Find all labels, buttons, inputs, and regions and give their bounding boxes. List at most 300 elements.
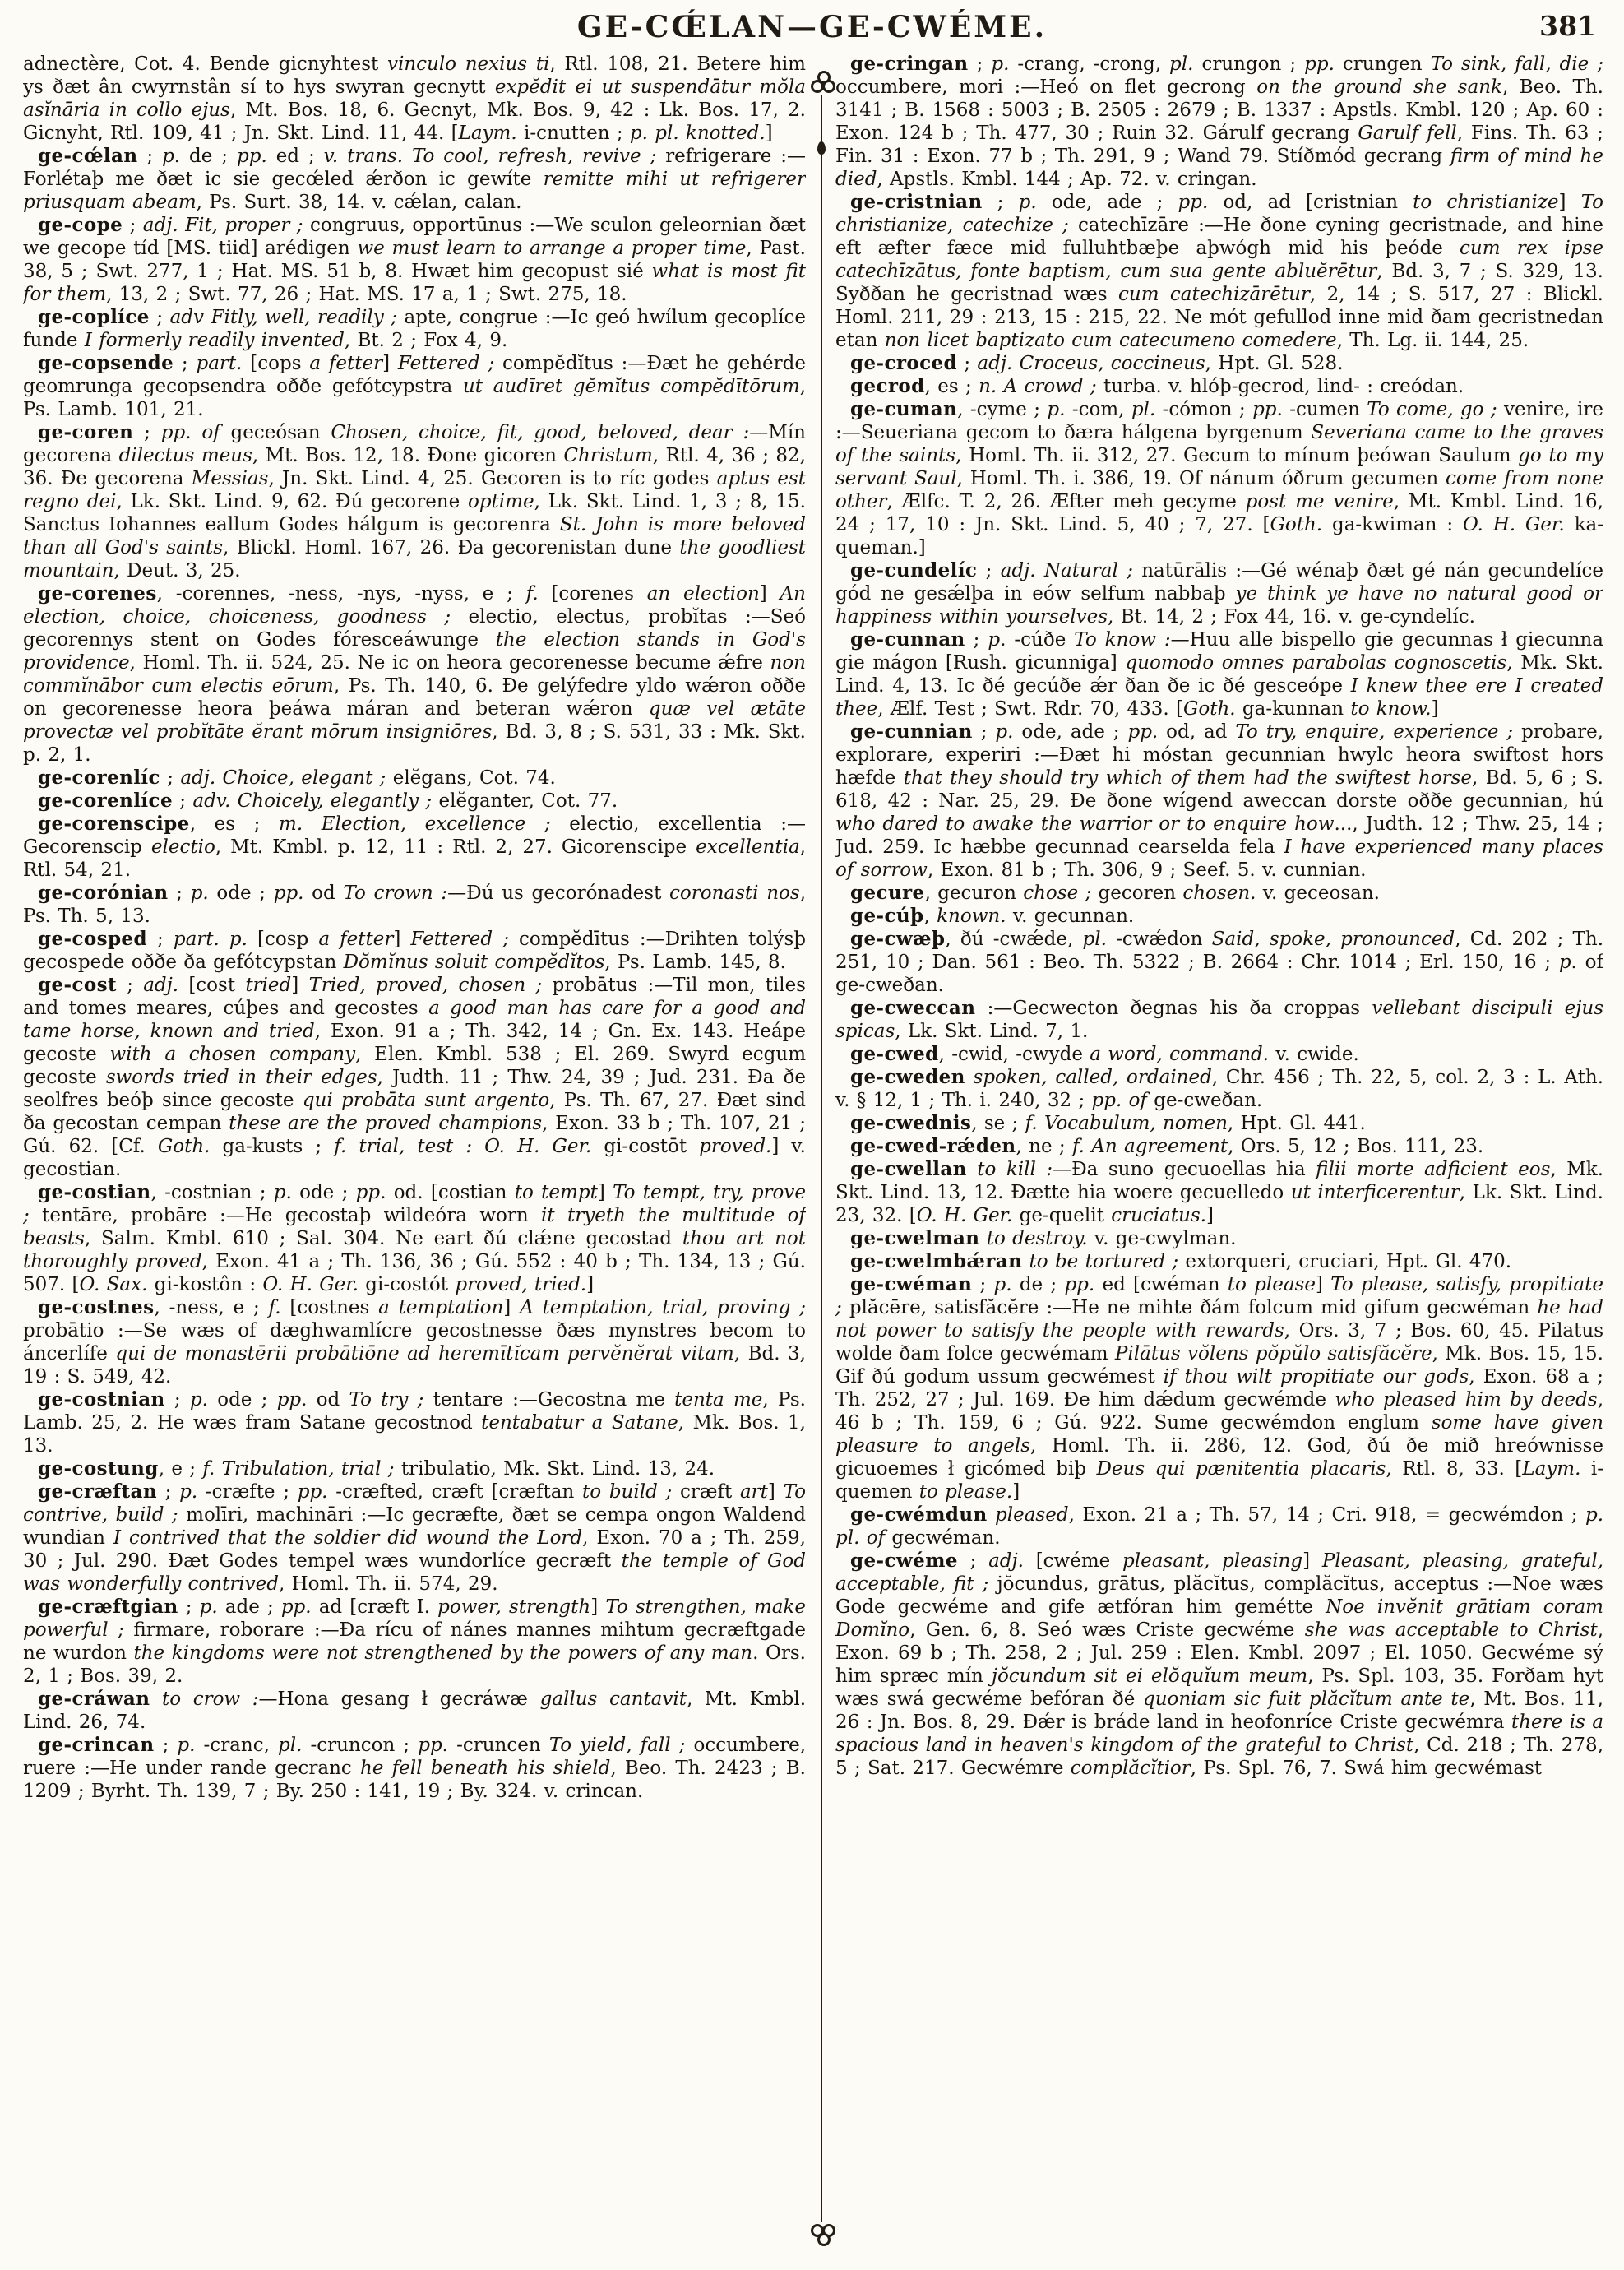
roman-run: , Ps. Surt. 38, 14. v. cǽlan, calan. (196, 192, 522, 213)
dictionary-entry (835, 191, 1603, 352)
roman-run: , 46 b ; Th. 159, 6 ; Gú. 922. Sume gecwémdon englum (835, 1389, 1603, 1434)
dictionary-entry (23, 1734, 806, 1803)
dictionary-entry (23, 1296, 806, 1388)
roman-run: , Mt. Kmbl. Lind. 16, 24 ; 17, 10 : Jn. Skt. Lind. 5, 40 ; 7, 27. [ (835, 491, 1603, 535)
italic-run: cum rex ipse catechīzātus, fonte baptism, cum sua gente abluĕrētur (835, 238, 1603, 282)
roman-run (472, 1136, 484, 1157)
italic-run: To try, enquire, experience ; (1235, 721, 1514, 743)
roman-run: occumbere, ruere :—He under rande gecranc (23, 1735, 806, 1779)
italic-run: adj. Choice, elegant ; (180, 767, 386, 789)
italic-run: remitte mihi ut refrigerer priusquam abeam (23, 169, 806, 213)
roman-run: , Chr. 456 ; Th. 22, 5, col. 2, 3 : L. Ath. v. § 12, 1 ; Th. i. 240, 32 ; (835, 1067, 1603, 1111)
roman-run: ; (173, 790, 193, 812)
italic-run: pl. (278, 1735, 303, 1756)
roman-run: , Ps. Lamb. 145, 8. (604, 952, 786, 973)
italic-run: to please (1227, 1274, 1316, 1295)
roman-run: , Exon. 91 a ; Th. 342, 14 ; Gn. Ex. 143. Heápe gecoste (23, 1021, 806, 1065)
italic-run: pp. of (160, 422, 220, 443)
roman-run: gi-kostôn : (147, 1274, 263, 1295)
roman-run: gecwéman. (885, 1527, 1001, 1549)
roman-run: apte, congrue :—Ic geó hwílum gecoplíce funde (23, 307, 806, 351)
italic-run: f. (525, 583, 539, 605)
roman-run: de ; (180, 146, 237, 167)
roman-run: ga-kusts ; (210, 1136, 335, 1157)
italic-run: pp. (237, 146, 267, 167)
italic-run: post me venire (1245, 491, 1394, 512)
roman-run: refrigerare :—Forlétaþ me ðæt ic sie gecœ́led ǽrðon ic gewíte (23, 146, 806, 190)
entry-headword: ge-cristnian (850, 191, 983, 213)
roman-run: , Rtl. 4, 36 ; 82, 36. Ðe gecorena (23, 445, 806, 489)
dictionary-entry (835, 1273, 1603, 1503)
italic-run: pl. (1169, 53, 1194, 75)
italic-run: I contrived that the soldier did wound the Lord (113, 1527, 583, 1549)
dictionary-entry (835, 1135, 1603, 1158)
italic-run: chosen. (1182, 883, 1256, 904)
roman-run: , Homl. Th. ii. 574, 29. (279, 1573, 498, 1595)
italic-run: to kill : (977, 1159, 1053, 1180)
italic-run: to crow : (161, 1689, 259, 1710)
roman-run: congruus, opportūnus :—We sculon geleornian ðæt we gecope tíd [MS. tiid] arédigen (23, 215, 806, 259)
entry-headword: ge-cwellan (850, 1158, 967, 1180)
roman-run: , Ps. Spl. 103, 35. Forðam hyt wæs swá gecwéme befóran ðé (835, 1665, 1603, 1710)
italic-run: the temple of God was wonderfully contrived (23, 1550, 806, 1595)
italic-run: these are the proved champions (229, 1113, 543, 1134)
roman-run: ga-kunnan (1235, 698, 1351, 720)
page-number: 381 (1539, 10, 1596, 42)
roman-run: [cosp (247, 929, 319, 950)
entry-headword: ge-corenlíc (38, 767, 160, 789)
italic-run: an election (646, 583, 760, 605)
italic-run: O. H. Ger. (484, 1136, 592, 1157)
roman-run: ode ; (208, 883, 274, 904)
entry-headword: ge-cuman (850, 398, 958, 420)
roman-run: :—Gecwecton ðegnas his ða croppas (975, 998, 1372, 1019)
italic-run: p. (995, 721, 1014, 743)
roman-run: ; (972, 721, 996, 743)
roman-run: adnectère, Cot. 4. Bende gicnyhtest (23, 53, 387, 75)
italic-run: he fell beneath his shield (360, 1758, 611, 1779)
italic-run: qui de monastērii probātiōne ad heremītĭcam pervĕnĕrat vitam (115, 1343, 734, 1364)
roman-run: , Ps. Th. 67, 27. Ðæt sind ða gecostan cempan (23, 1090, 806, 1134)
roman-run: -cranc, (195, 1735, 278, 1756)
roman-run: ; (957, 1550, 989, 1572)
roman-run: electio, electus, probĭtas :—Seó gecorennys stent on Godes fóresceáwunge (23, 606, 806, 651)
italic-run: optime (467, 491, 534, 512)
roman-run (150, 1689, 162, 1710)
roman-run: [cost (178, 975, 246, 996)
roman-run: , Hpt. Gl. 441. (1227, 1113, 1366, 1134)
italic-run: To know : (1074, 629, 1171, 651)
italic-run: Laym. (1522, 1458, 1581, 1480)
roman-run: v. ge-cwylman. (1087, 1228, 1237, 1249)
roman-run: tentare :—Gecostna me (423, 1389, 675, 1411)
roman-run: compĕdĭtus :—Ðæt he gehérde geomrunga gecopsendra oððe gefótcypstra (23, 353, 806, 397)
dictionary-entry (23, 421, 806, 582)
roman-run: , se ; (971, 1113, 1025, 1134)
roman-run: , Ps. Spl. 76, 7. Swá him gecwémast (1190, 1758, 1543, 1779)
dictionary-entry (835, 352, 1603, 375)
roman-run: ; (982, 192, 1019, 213)
roman-run: firmare, roborare :—Ða rícu of nánes mannes mihtum gecræftgade ne wurdon (23, 1619, 806, 1664)
roman-run: ge-cweðan. (1146, 1090, 1263, 1111)
roman-run: , Mk. Bos. 1, 13. (23, 1412, 806, 1457)
roman-run: [cops (242, 353, 310, 374)
italic-run: pleased (995, 1504, 1069, 1526)
roman-run: , 2, 14 ; S. 517, 27 : Blickl. Homl. 211, 29 : 213, 15 : 215, 22. Ne mót gefullod inne mid ðam gecristnedan etan (835, 284, 1603, 351)
dictionary-entry (23, 1388, 806, 1457)
roman-run: , e ; (158, 1458, 203, 1480)
entry-headword: ge-cwelmbǽran (850, 1250, 1023, 1272)
roman-run: od. [costian (386, 1182, 515, 1203)
italic-run: f. trial, test : (334, 1136, 473, 1157)
entry-headword: ge-cost (38, 974, 117, 996)
italic-run: O. H. Ger. (916, 1205, 1013, 1226)
entry-headword: ge-cosped (38, 928, 147, 950)
dictionary-entry (23, 214, 806, 306)
roman-run: , -cwid, -cwyde (938, 1044, 1090, 1065)
roman-run: , Past. 38, 5 ; Swt. 277, 1 ; Hat. MS. 51 b, 8. Hwæt him gecopust sié (23, 238, 806, 282)
italic-run: electio (150, 836, 215, 858)
italic-run: To christianize, catechize ; (835, 192, 1603, 236)
italic-run: quomodo omnes parabolas cognoscetis (1125, 652, 1507, 674)
roman-run: ] (1431, 698, 1439, 720)
roman-run: probātus :—Til mon, tiles and tomes meares, cúþes and gecostes (23, 975, 806, 1019)
italic-run: the election stands in God's providence (23, 629, 806, 674)
dictionary-entry (23, 53, 806, 145)
roman-run: , gecuron (924, 883, 1024, 904)
italic-run: vinculo nexius ti (386, 53, 550, 75)
italic-run: p. (988, 629, 1006, 651)
roman-run: , Bd. 3, 8 ; S. 531, 33 : Mk. Skt. p. 2, 1. (23, 721, 806, 766)
italic-run: To try ; (349, 1389, 424, 1411)
roman-run: -cruncen (447, 1735, 549, 1756)
roman-run: ] (765, 123, 773, 144)
italic-run: Christum (563, 445, 653, 466)
roman-run: , Exon. 70 a ; Th. 259, 30 ; Jul. 290. Ðæt Godes tempel wæs wundorlíce gecræft (23, 1527, 806, 1572)
italic-run: tried (245, 975, 292, 996)
right-column (835, 53, 1603, 2267)
roman-run: ] (291, 975, 309, 996)
dictionary-entry (835, 928, 1603, 997)
roman-run: —Huu alle bispello gie gecunnas ł giecunna gie mágon [Rush. gicunniga] (835, 629, 1603, 674)
roman-run: -cúðe (1006, 629, 1075, 651)
dictionary-entry (23, 1596, 806, 1688)
roman-run: ode, ade ; (1036, 192, 1178, 213)
italic-run: I have experienced many places of sorrow (835, 836, 1603, 881)
roman-run: od, ad (1158, 721, 1236, 743)
entry-headword: ge-crincan (38, 1734, 155, 1756)
roman-run: electio, excellentia :—Gecorenscip (23, 813, 806, 858)
italic-run: Fettered ; (397, 353, 495, 374)
italic-run: f. Vocabulum, nomen (1025, 1113, 1228, 1134)
italic-run: Said, spoke, pronounced (1211, 929, 1455, 950)
italic-run: to christianize (1413, 192, 1559, 213)
roman-run: , es ; (189, 813, 280, 835)
italic-run: a temptation (378, 1297, 504, 1318)
italic-run: coronasti nos (669, 883, 800, 904)
italic-run: adj. (988, 1550, 1024, 1572)
roman-run: , Lk. Skt. Lind. 9, 62. Ðú gecorene (116, 491, 468, 512)
italic-run: a fetter (318, 929, 394, 950)
roman-run: ] (759, 583, 780, 605)
italic-run: Goth. (157, 1136, 211, 1157)
dictionary-entry (23, 1480, 806, 1596)
italic-run: Dŏmĭnus soluit compĕdĭtos (343, 952, 605, 973)
italic-run: thou art not thoroughly proved (23, 1228, 806, 1272)
italic-run: O. H. Ger. (1463, 514, 1565, 535)
roman-run: . Ors. 2, 1 ; Bos. 39, 2. (23, 1642, 806, 1687)
italic-run: p. (273, 1182, 292, 1203)
entry-headword: ge-cwéman (850, 1273, 973, 1295)
roman-run: , Bt. 2 ; Fox 4, 9. (344, 330, 508, 351)
italic-run: To crown : (343, 883, 448, 904)
dictionary-entry (835, 882, 1603, 905)
divider-ornament-top (810, 71, 835, 94)
roman-run: , Mt. Bos. 11, 26 : Jn. Bos. 8, 29. Ðǽr is bráde land in heofonríce Criste gecwémra (835, 1689, 1603, 1733)
roman-run (965, 1067, 974, 1088)
italic-run: she was acceptable to Christ (1304, 1619, 1598, 1641)
roman-run: , Mk. Skt. Lind. 13, 12. Ðætte hia woere gecuelledo (835, 1159, 1603, 1203)
italic-run: p. (179, 1481, 198, 1503)
roman-run: , Cd. 218 ; Th. 278, 5 ; Sat. 217. Gecwémre (835, 1735, 1603, 1779)
entry-headword: ge-cweden (850, 1066, 965, 1088)
italic-run: St. John is more beloved than all God's saints (23, 514, 806, 558)
italic-run: on the ground she sank (1256, 76, 1502, 98)
roman-run: , Hpt. Gl. 528. (1205, 353, 1344, 374)
entry-headword: ge-copsende (38, 352, 174, 374)
roman-run (967, 1159, 977, 1180)
roman-run: venire, ire :—Seueriana gecom to ðæra hálgena byrgenum (835, 399, 1603, 443)
entry-headword: ge-cráwan (38, 1688, 150, 1710)
divider-ornament-bottom (810, 2224, 835, 2247)
roman-run: , Bt. 14, 2 ; Fox 44, 16. v. ge-cyndelíc. (1108, 606, 1475, 628)
dictionary-entry (23, 767, 806, 790)
italic-run: cum catechizārētur (1118, 284, 1310, 305)
roman-run: turba. v. hlóþ-gecrod, lind- : creódan. (1096, 376, 1464, 397)
roman-run: catechīzāre :—He ðone cyning gecristnade, and hine eft æfter fæce mid fulluhtbæþe aþwógh mid his þeóde (835, 215, 1603, 259)
roman-run: , Ps. Lamb. 25, 2. He wæs fram Satane gecostnod (23, 1389, 806, 1434)
divider-leaf-mark (817, 141, 826, 155)
italic-run: Pleasant, pleasing, grateful, acceptable, fit ; (835, 1550, 1603, 1595)
entry-headword: gecrod (850, 375, 925, 397)
roman-run: cræft (672, 1481, 740, 1503)
italic-run: a good man has care for a good and tame horse, known and tried (23, 998, 806, 1042)
italic-run: Goth. (1183, 698, 1236, 720)
italic-run: Goth. (1270, 514, 1323, 535)
roman-run: ] (586, 1274, 595, 1295)
roman-run: , Mt. Bos. 18, 6. Gecnyt, Mk. Bos. 9, 42 : Lk. Bos. 17, 2. Gicnyht, Rtl. 109, 41 ; Jn. Skt. Lind. 11, 44. [ (23, 100, 806, 144)
entry-headword: ge-cwednis (850, 1112, 972, 1134)
roman-run: , ne ; (1016, 1136, 1072, 1157)
roman-run: ] (382, 353, 398, 374)
roman-run: ..., Judth. 12 ; Thw. 25, 14 ; Jud. 259. Ic hæbbe gecunnad cearselda fela (835, 813, 1603, 858)
entry-headword: ge-costian (38, 1181, 151, 1203)
roman-run: v. geceosan. (1256, 883, 1380, 904)
italic-run: some have given pleasure to angels (835, 1412, 1603, 1457)
roman-run: —Ða suno gecuoellas hia (1053, 1159, 1316, 1180)
italic-run: pp. (280, 1596, 312, 1618)
italic-run: aptus est regno dei (23, 468, 806, 512)
entry-headword: ge-cwelman (850, 1227, 980, 1249)
italic-run: pp. of (1091, 1090, 1147, 1111)
italic-run: known. (937, 906, 1006, 927)
italic-run: if thou wilt propitiate our gods (1163, 1366, 1469, 1387)
italic-run: To strengthen, make powerful ; (23, 1596, 806, 1641)
italic-run: to know. (1350, 698, 1432, 720)
dictionary-entry (23, 352, 806, 421)
roman-run: —Ðú us gecorónadest (447, 883, 670, 904)
roman-run: ; (965, 629, 988, 651)
italic-run: Chosen, choice, fit, good, beloved, dear : (331, 422, 750, 443)
roman-run: , Mt. Kmbl. Lind. 26, 74. (23, 1689, 806, 1733)
roman-run: ; (957, 353, 978, 374)
roman-run: ] (590, 1596, 606, 1618)
page-header-title: GE-CŒ́LAN—GE-CWÉME. (576, 10, 1048, 44)
roman-run: ] (767, 1481, 784, 1503)
italic-run: pp. (355, 1182, 386, 1203)
dictionary-entry (23, 813, 806, 882)
roman-run: [corenes (538, 583, 647, 605)
italic-run: Pilātus vŏlens pŏpŭlo satisfăcĕre (1114, 1343, 1432, 1364)
roman-run: ; (968, 53, 992, 75)
roman-run: , -corennes, -ness, -nys, -nyss, e ; (156, 583, 526, 605)
roman-run: , Ælf. Test ; Swt. Rdr. 70, 433. [ (877, 698, 1184, 720)
dictionary-entry (835, 628, 1603, 720)
roman-run: , Beo. Th. 3141 ; B. 1568 : 5003 ; B. 2505 : 2679 ; B. 1337 : Apstls. Kmbl. 120 ; Ap. 60 : Exon. 124 b ; Th. 477, 30 ; Ruin 32. Gárulf gecrang (835, 76, 1603, 144)
roman-run: probare, explorare, experiri :—Ðæt hi móstan gecunnian hwylc heora swiftost hors hæfde (835, 721, 1603, 789)
italic-run: qui probāta sunt argento (302, 1090, 550, 1111)
dictionary-entry (835, 905, 1603, 928)
entry-headword: ge-costung (38, 1457, 159, 1480)
italic-run: To come, go ; (1367, 399, 1497, 420)
italic-run: I formerly readily invented (84, 330, 345, 351)
italic-run: I knew thee ere I created thee (835, 675, 1603, 720)
dictionary-entry (835, 997, 1603, 1043)
roman-run: ; (137, 146, 163, 167)
dictionary-entry (23, 1181, 806, 1296)
roman-run: ; (174, 353, 197, 374)
italic-run: we must learn to arrange a proper time (357, 238, 747, 259)
italic-run: chose ; (1023, 883, 1092, 904)
roman-run: ; (154, 1735, 178, 1756)
entry-headword: ge-costnian (38, 1388, 165, 1411)
italic-run: to destroy. (986, 1228, 1088, 1249)
roman-run: geceósan (220, 422, 331, 443)
entry-headword: ge-cweccan (850, 997, 976, 1019)
roman-run: -com, (1065, 399, 1131, 420)
italic-run: To contrive, build ; (23, 1481, 806, 1526)
italic-run: pp. (297, 1481, 328, 1503)
entry-headword: ge-coren (38, 421, 134, 443)
italic-run: Tried, proved, chosen ; (308, 975, 543, 996)
italic-run: to tempt (514, 1182, 598, 1203)
roman-run: , Fins. Th. 63 ; Fin. 31 : Exon. 77 b ; Th. 291, 9 ; Wand 79. Stíðmód gecrang (835, 123, 1603, 167)
entry-headword: ge-cunnan (850, 628, 965, 651)
roman-run: gecoren (1091, 883, 1183, 904)
roman-run: ; (168, 883, 191, 904)
roman-run: —Mín gecorena (23, 422, 806, 466)
italic-run: who pleased him by deeds (1335, 1389, 1598, 1411)
italic-run: dilectus meus (118, 445, 252, 466)
roman-run: ] (1558, 192, 1581, 213)
dictionary-entry (23, 145, 806, 214)
italic-run: non licet baptizato cum catecumeno comedere (884, 330, 1337, 351)
roman-run: , Ælfc. T. 2, 26. Æfter meh gecyme (886, 491, 1246, 512)
italic-run: spoken, called, ordained (973, 1067, 1212, 1088)
italic-run: the kingdoms were not strengthened by the powers of any man (133, 1642, 753, 1664)
roman-run: ] v. gecostian. (23, 1136, 806, 1180)
dictionary-entry (835, 1503, 1603, 1550)
italic-run: filii morte adficient eos (1316, 1159, 1551, 1180)
italic-run: adv Fitly, well, readily ; (169, 307, 397, 328)
roman-run: gi-costōt (591, 1136, 700, 1157)
roman-run: , Judth. 11 ; Thw. 24, 39 ; Jud. 231. Ða ðe seolfres beóþ since gecoste (23, 1067, 806, 1111)
dictionary-entry (835, 53, 1603, 191)
roman-run: —Hona gesang ł gecráwæ (258, 1689, 540, 1710)
left-column (23, 53, 806, 2267)
roman-run: ; (149, 307, 170, 328)
italic-run: quæ vel ætāte provectæ vel probĭtāte ĕrant mōrum insigniōres (23, 698, 806, 743)
roman-run: , es ; (924, 376, 979, 397)
italic-run: who dared to awake the warrior or to enquire how (835, 813, 1335, 835)
roman-run: ; (156, 1481, 180, 1503)
entry-headword: ge-cunnian (850, 720, 973, 743)
roman-run: , Mk. Skt. Lind. 4, 13. Ic ðé gecúðe ǽr ðan ðe ic ðé gesceópe (835, 652, 1603, 697)
roman-run: v. cwide. (1269, 1044, 1359, 1065)
entry-headword: ge-cwæþ (850, 928, 946, 950)
italic-run: quoniam sic fuit plăcĭtum ante te (1143, 1689, 1470, 1710)
italic-run: p. (993, 1274, 1012, 1295)
roman-run: ; (123, 215, 143, 236)
italic-run: p. (177, 1735, 196, 1756)
roman-run: , -cyme ; (957, 399, 1048, 420)
roman-run: ] (1012, 1481, 1020, 1503)
italic-run: p. (190, 883, 209, 904)
roman-run: ode, ade ; (1013, 721, 1128, 743)
italic-run: O. H. Ger. (262, 1274, 359, 1295)
italic-run: p. (189, 1389, 208, 1411)
dictionary-entry (23, 1457, 806, 1480)
italic-run: A temptation, trial, proving ; (520, 1297, 806, 1318)
roman-run: , Apstls. Kmbl. 144 ; Ap. 72. v. cringan. (877, 169, 1257, 190)
roman-run: compĕdītus :—Drihten tolýsþ gecospede oððe ða gefótcypstan (23, 929, 806, 973)
italic-run: he had not power to satisfy the people with rewards (835, 1297, 1603, 1341)
italic-run: jŏcundum sit ei elŏquĭum meum (991, 1665, 1308, 1687)
italic-run: adj. (143, 975, 179, 996)
dictionary-entry (835, 1250, 1603, 1273)
roman-run: , 13, 2 ; Swt. 77, 26 ; Hat. MS. 17 a, 1 ; Swt. 275, 18. (106, 284, 627, 305)
roman-run: ; (977, 560, 1001, 581)
roman-run: ad [cræft I. (311, 1596, 438, 1618)
entry-headword: ge-cope (38, 214, 123, 236)
roman-run (1022, 1251, 1029, 1272)
roman-run: , -ness, e ; (154, 1297, 269, 1318)
italic-run: p. (991, 53, 1010, 75)
roman-run: -cómon ; (1155, 399, 1253, 420)
roman-run: ; (160, 767, 181, 789)
roman-run: ; (146, 929, 174, 950)
roman-run: , Bd. 3, 7 ; S. 329, 13. Syððan he gecristnad wæs (835, 261, 1603, 305)
italic-run: adj. Fit, proper ; (142, 215, 303, 236)
dictionary-entry (23, 974, 806, 1181)
italic-run: Laym. (458, 123, 517, 144)
italic-run: tenta me (674, 1389, 763, 1411)
roman-run: , Salm. Kmbl. 610 ; Sal. 304. Ne eart ðú clǽne gecostad (84, 1228, 682, 1249)
italic-run: power, strength (437, 1596, 591, 1618)
italic-run: proved, tried. (455, 1274, 587, 1295)
roman-run: ade ; (217, 1596, 281, 1618)
roman-run: , Cd. 202 ; Th. 251, 10 ; Dan. 561 : Beo. Th. 5322 ; B. 2664 : Chr. 1014 ; Erl. 150, 16 ; (835, 929, 1603, 973)
